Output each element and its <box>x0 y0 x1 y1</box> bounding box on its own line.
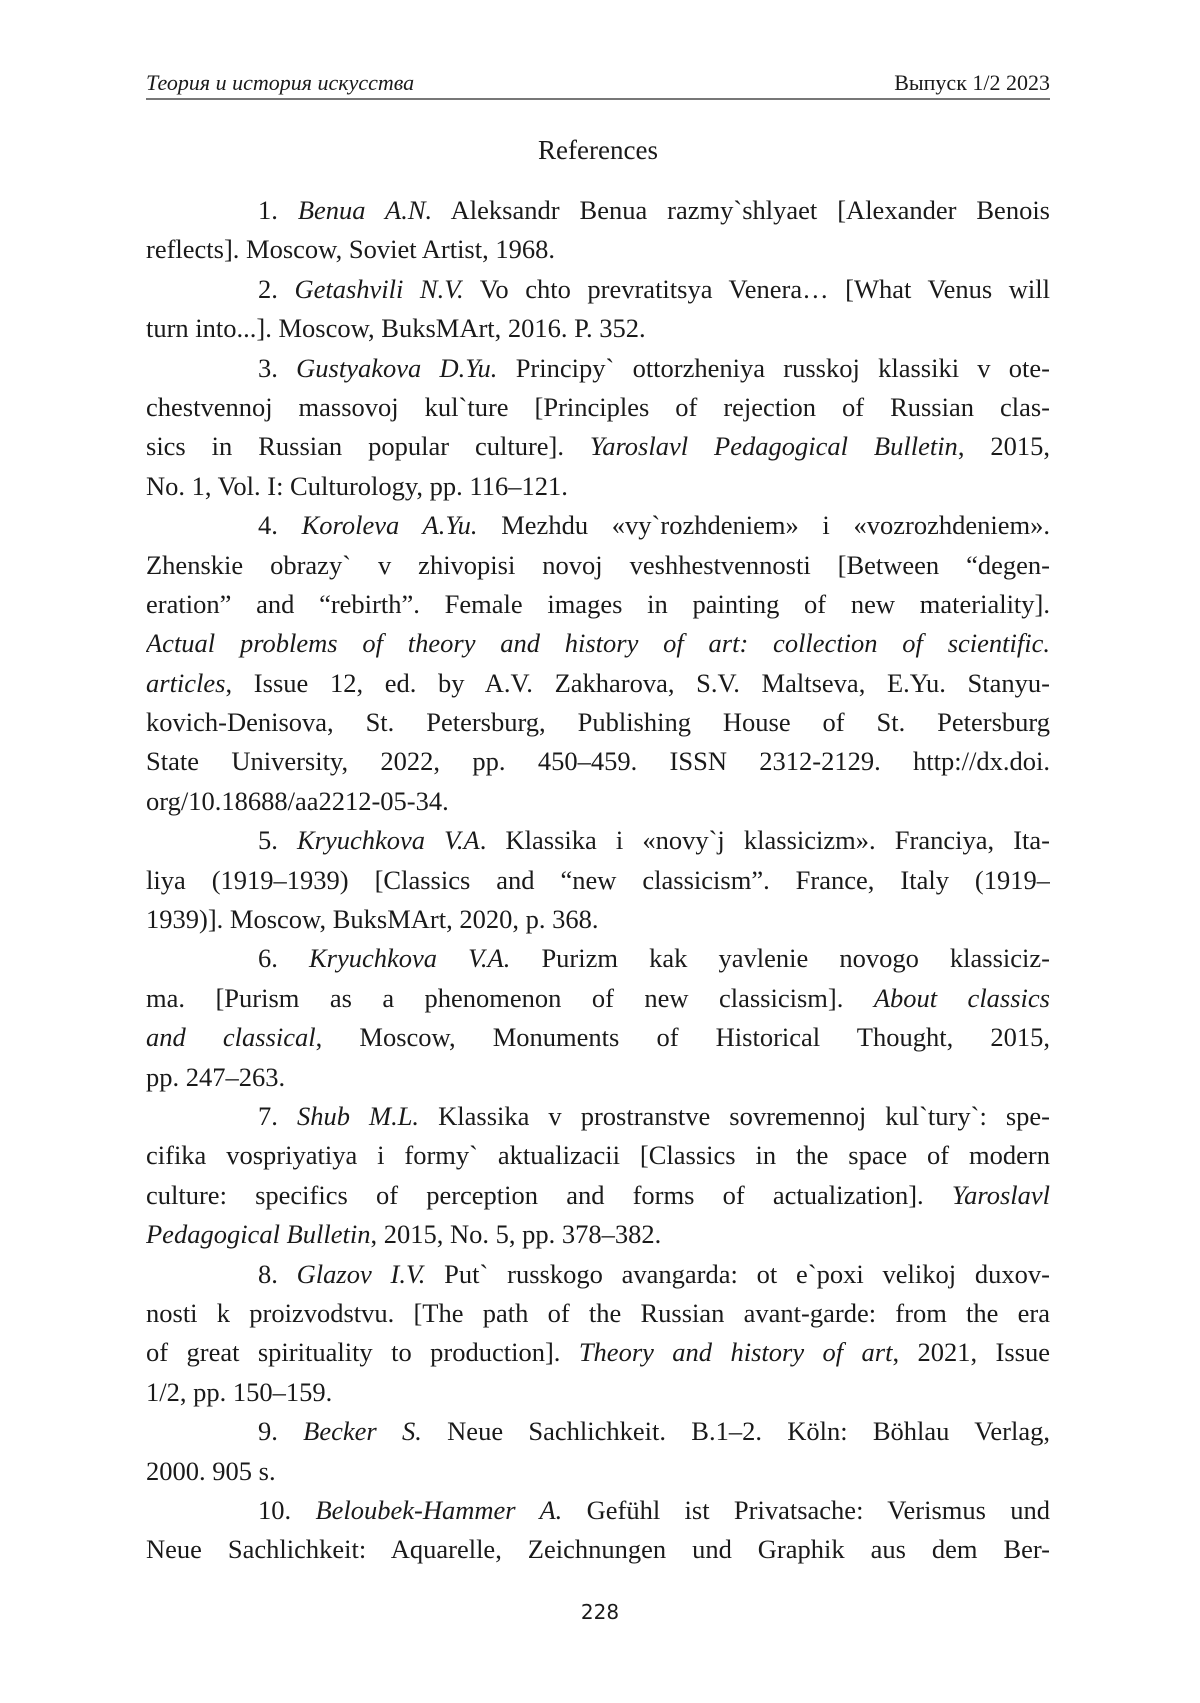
reference-entry <box>146 821 1050 939</box>
section-heading: References <box>146 135 1050 166</box>
reference-line <box>146 1333 1050 1372</box>
text: Vo chto prevratitsya Venera… [What Venus will <box>464 274 1050 304</box>
text: State University, 2022, pp. 450–459. ISSN 2312-2129. http://dx.doi. <box>146 746 1050 776</box>
text: org/10.18688/aa2212-05-34. <box>146 786 449 816</box>
italic-text: Benua A.N. <box>298 195 432 225</box>
text: No. 1, Vol. I: Culturology, pp. 116–121. <box>146 471 568 501</box>
reference-line <box>146 1373 1050 1412</box>
reference-line <box>146 1136 1050 1175</box>
reference-line <box>146 230 1050 269</box>
reference-entry <box>146 939 1050 1097</box>
text: 5. <box>258 825 297 855</box>
text: turn into...]. Moscow, BuksMArt, 2016. P. 352. <box>146 313 646 343</box>
text: culture: specifics of perception and forms of actualization]. <box>146 1180 952 1210</box>
reference-line <box>146 624 1050 663</box>
text: 7. <box>258 1101 297 1131</box>
text: , 2015, No. 5, pp. 378–382. <box>370 1219 661 1249</box>
reference-entry <box>146 270 1050 349</box>
reference-line <box>146 1452 1050 1491</box>
text: 2. <box>258 274 294 304</box>
issue-label: Выпуск 1/2 2023 <box>894 70 1050 96</box>
text: eration” and “rebirth”. Female images in painting of new materiality]. <box>146 589 1050 619</box>
reference-line <box>146 427 1050 466</box>
reference-line <box>146 309 1050 348</box>
reference-line <box>146 506 1050 545</box>
italic-text: Yaroslavl Pedagogical Bulletin <box>590 431 958 461</box>
text: , 2021, Issue <box>892 1337 1050 1367</box>
reference-entry <box>146 1491 1050 1570</box>
reference-line <box>146 703 1050 742</box>
reference-line <box>146 1176 1050 1215</box>
reference-line <box>146 900 1050 939</box>
reference-line <box>146 861 1050 900</box>
reference-entry <box>146 506 1050 821</box>
reference-line <box>146 585 1050 624</box>
text: of great spirituality to production]. <box>146 1337 579 1367</box>
italic-text: Shub M.L. <box>297 1101 419 1131</box>
reference-entry <box>146 1412 1050 1491</box>
reference-line <box>146 270 1050 309</box>
italic-text: Getashvili N.V. <box>294 274 463 304</box>
text: 1. <box>258 195 298 225</box>
text: Purizm kak yavlenie novogo klassiciz- <box>510 943 1050 973</box>
italic-text: Kryuchkova V.A. <box>309 943 510 973</box>
italic-text: Glazov I.V. <box>297 1259 426 1289</box>
text: cifika vospriyatiya i formy` aktualizacii [Classics in the space of modern <box>146 1140 1050 1170</box>
reference-line <box>146 1294 1050 1333</box>
reference-entry <box>146 1255 1050 1413</box>
text: chestvennoj massovoj kul`ture [Principles of rejection of Russian clas- <box>146 392 1050 422</box>
references-list <box>146 191 1050 1570</box>
reference-entry <box>146 349 1050 507</box>
italic-text: Pedagogical Bulletin <box>146 1219 370 1249</box>
italic-text: Gustyakova D.Yu. <box>296 353 497 383</box>
italic-text: Theory and history of art <box>579 1337 893 1367</box>
text: 2000. 905 s. <box>146 1456 276 1486</box>
text: , Moscow, Monuments of Historical Thought, 2015, <box>316 1022 1050 1052</box>
reference-line <box>146 191 1050 230</box>
reference-line <box>146 664 1050 703</box>
text: Klassika v prostranstve sovremennoj kul`tury`: spe- <box>419 1101 1050 1131</box>
text: 8. <box>258 1259 297 1289</box>
reference-line <box>146 821 1050 860</box>
text: 10. <box>258 1495 315 1525</box>
italic-text: Yaroslavl <box>952 1180 1050 1210</box>
text: , Issue 12, ed. by A.V. Zakharova, S.V. Maltseva, E.Yu. Stanyu- <box>226 668 1051 698</box>
text: sics in Russian popular culture]. <box>146 431 590 461</box>
text: Gefühl ist Privatsache: Verismus und <box>562 1495 1050 1525</box>
text: 6. <box>258 943 309 973</box>
text: 4. <box>258 510 302 540</box>
text: reflects]. Moscow, Soviet Artist, 1968. <box>146 234 555 264</box>
italic-text: About classics <box>874 983 1050 1013</box>
reference-line <box>146 742 1050 781</box>
reference-line <box>146 1018 1050 1057</box>
reference-line <box>146 1058 1050 1097</box>
text: . Klassika i «novy`j klassicizm». Franciya, Ita- <box>480 825 1050 855</box>
text: Zhenskie obrazy` v zhivopisi novoj veshhestvennosti [Between “degen- <box>146 550 1050 580</box>
reference-line <box>146 939 1050 978</box>
text: kovich-Denisova, St. Petersburg, Publishing House of St. Petersburg <box>146 707 1050 737</box>
reference-line <box>146 349 1050 388</box>
page-number: 228 <box>0 1600 1200 1624</box>
reference-line <box>146 1412 1050 1451</box>
text: Neue Sachlichkeit. B.1–2. Köln: Böhlau Verlag, <box>422 1416 1050 1446</box>
text: Aleksandr Benua razmy`shlyaet [Alexander Benois <box>432 195 1050 225</box>
reference-line <box>146 782 1050 821</box>
italic-text: Koroleva A.Yu. <box>302 510 478 540</box>
text: pp. 247–263. <box>146 1062 285 1092</box>
italic-text: and classical <box>146 1022 316 1052</box>
text: nosti k proizvodstvu. [The path of the Russian avant-garde: from the era <box>146 1298 1050 1328</box>
reference-line <box>146 1530 1050 1569</box>
text: liya (1919–1939) [Classics and “new classicism”. France, Italy (1919– <box>146 865 1050 895</box>
text: 1/2, pp. 150–159. <box>146 1377 332 1407</box>
journal-title: Теория и история искусства <box>146 70 414 96</box>
italic-text: articles <box>146 668 226 698</box>
italic-text: Becker S. <box>303 1416 422 1446</box>
reference-line <box>146 979 1050 1018</box>
text: Principy` ottorzheniya russkoj klassiki v ote- <box>497 353 1050 383</box>
reference-line <box>146 1215 1050 1254</box>
reference-line <box>146 467 1050 506</box>
italic-text: Actual problems of theory and history of art: collection of scientific. <box>146 628 1050 658</box>
text: Neue Sachlichkeit: Aquarelle, Zeichnungen und Graphik aus dem Ber- <box>146 1534 1050 1564</box>
reference-line <box>146 388 1050 427</box>
text: Put` russkogo avangarda: ot e`poxi velikoj duxov- <box>425 1259 1050 1289</box>
running-header <box>146 66 1050 100</box>
italic-text: Beloubek-Hammer A. <box>315 1495 562 1525</box>
reference-line <box>146 1255 1050 1294</box>
text: 3. <box>258 353 296 383</box>
reference-entry <box>146 1097 1050 1255</box>
text: 9. <box>258 1416 303 1446</box>
reference-line <box>146 546 1050 585</box>
text: ma. [Purism as a phenomenon of new classicism]. <box>146 983 874 1013</box>
text: , 2015, <box>958 431 1050 461</box>
reference-line <box>146 1491 1050 1530</box>
text: 1939)]. Moscow, BuksMArt, 2020, p. 368. <box>146 904 598 934</box>
text: Mezhdu «vy`rozhdeniem» i «vozrozhdeniem». <box>478 510 1051 540</box>
reference-entry <box>146 191 1050 270</box>
italic-text: Kryuchkova V.A <box>297 825 480 855</box>
reference-line <box>146 1097 1050 1136</box>
